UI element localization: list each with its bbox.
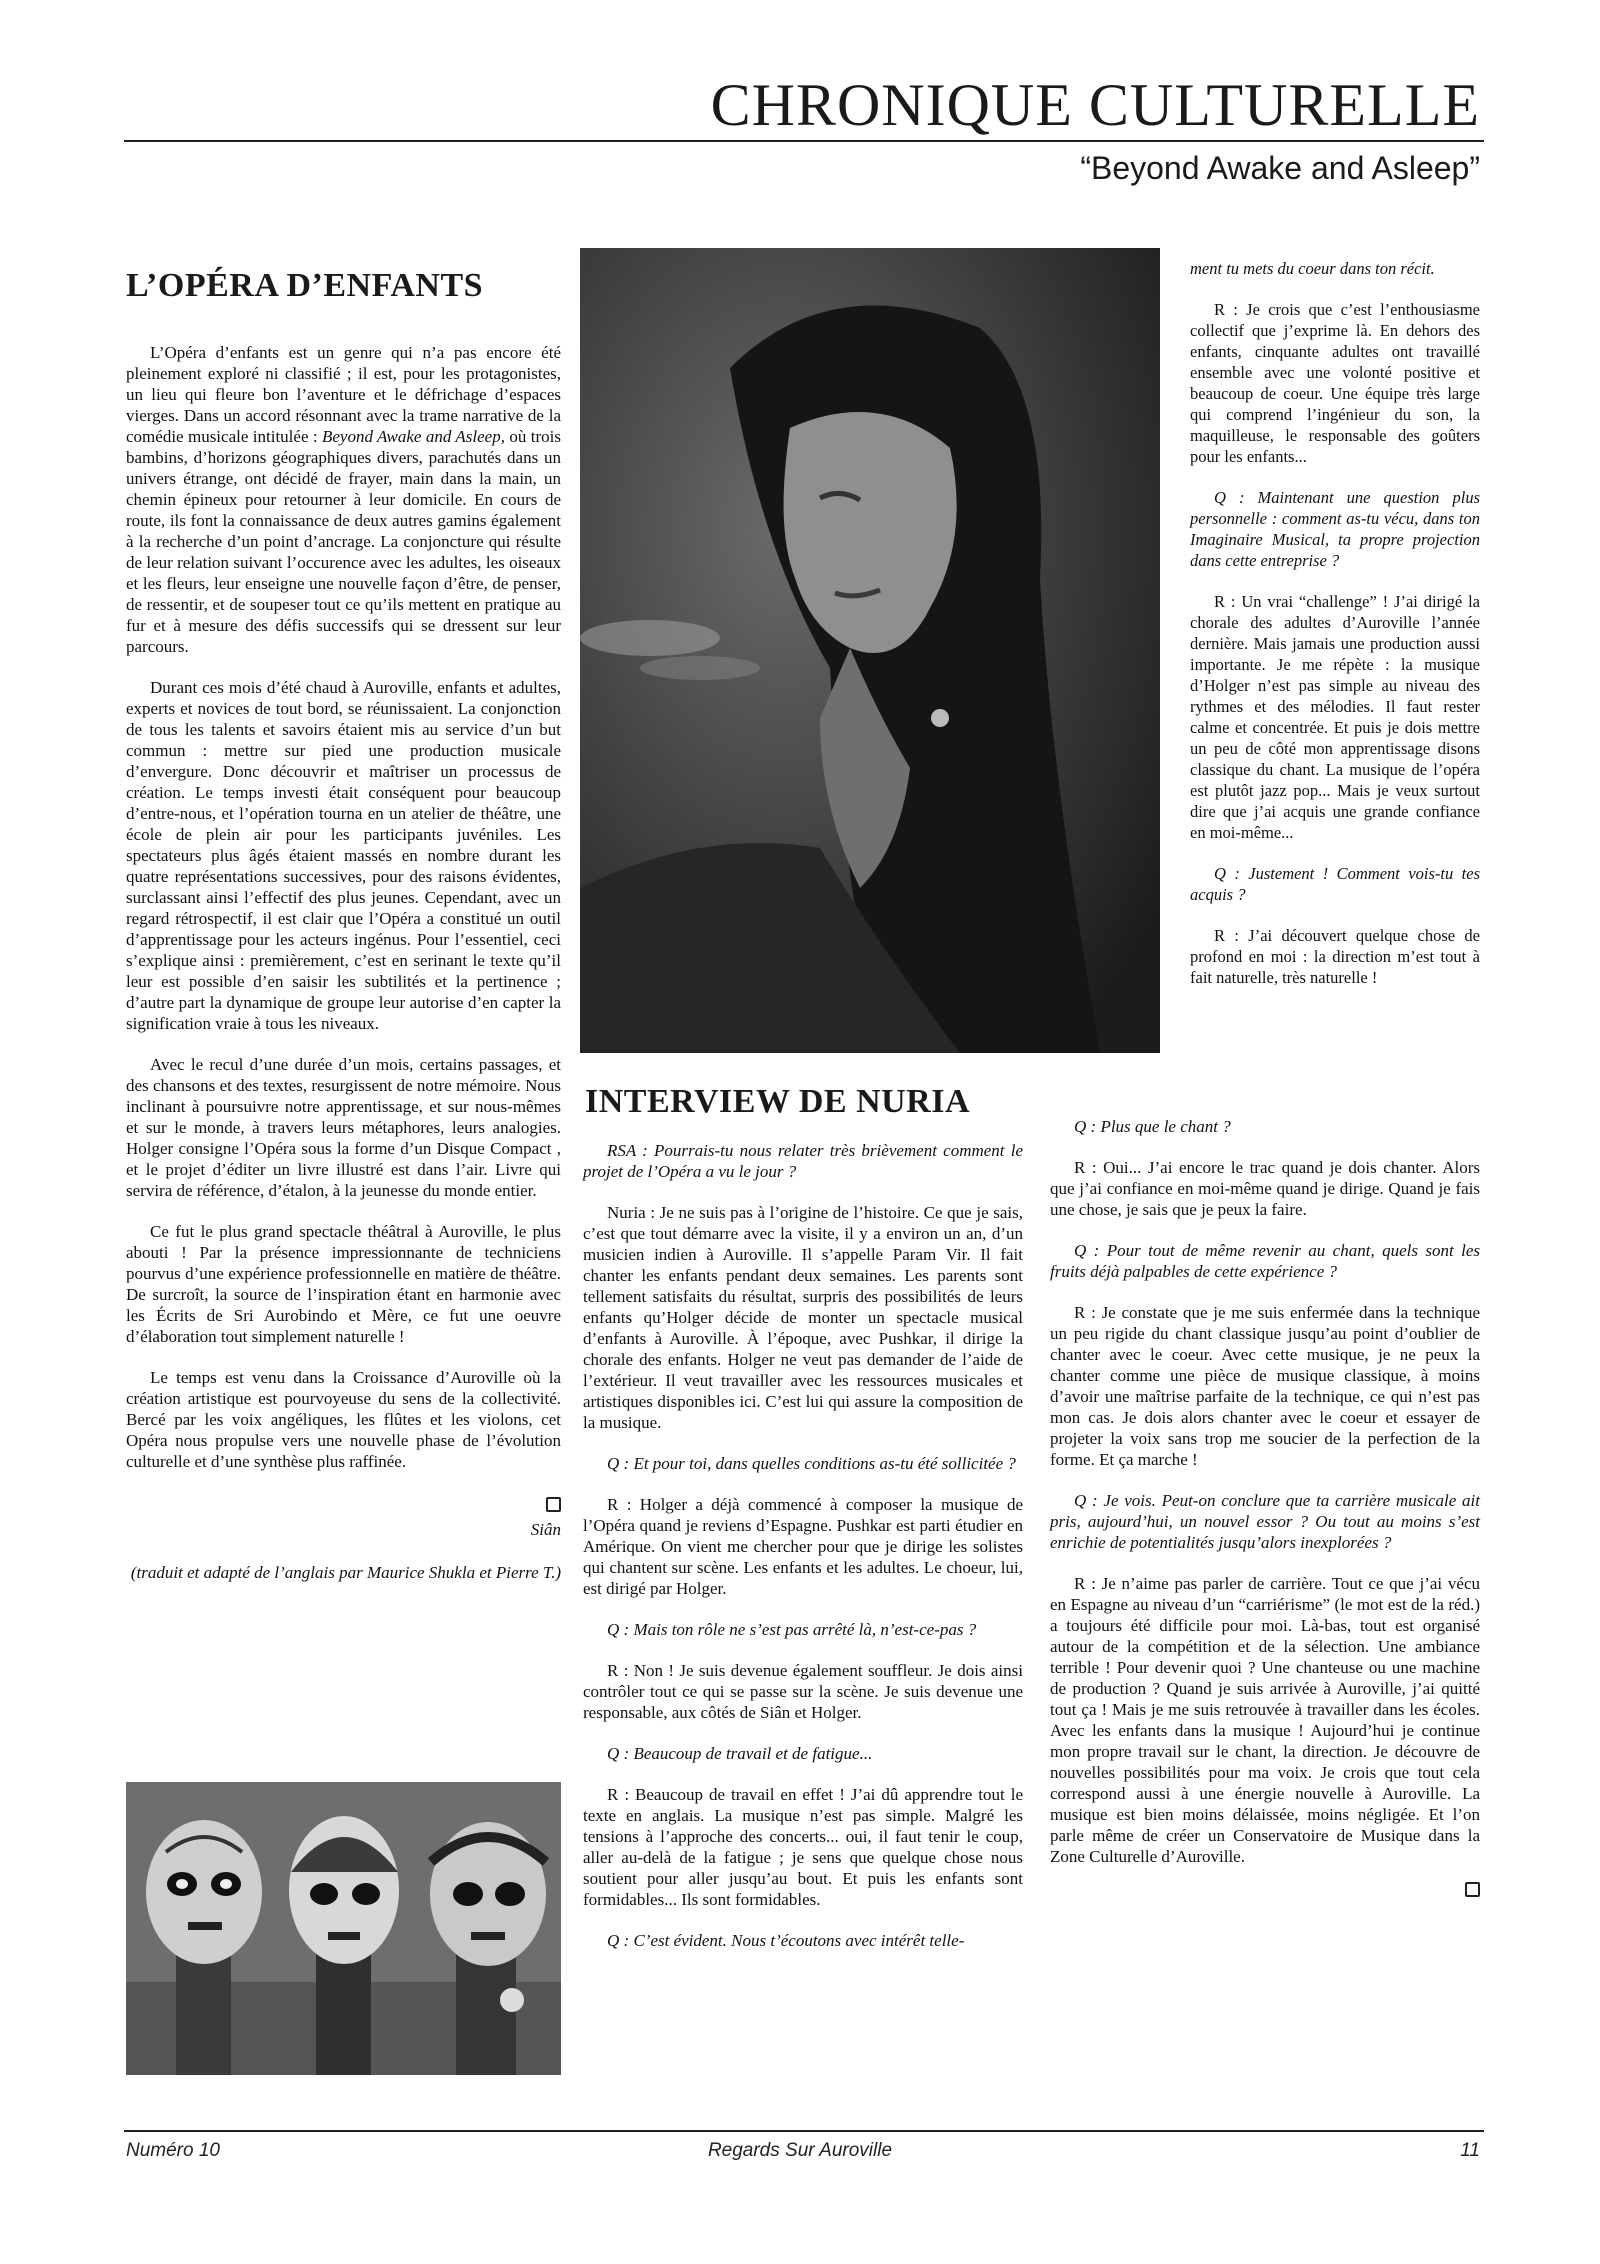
article-body-interview (583, 1140, 1023, 1971)
section-subtitle: “Beyond Awake and Asleep” (1080, 150, 1480, 186)
answer: R : Beaucoup de travail en effet ! J’ai dû apprendre tout le texte en anglais. La musique n’est pas simple. Malgré les tensions à l’approche des concerts... oui, il faut tenir le coup, aller au-delà de la fatigue ; je sens que quelque chose nous soutient pour aller jusqu’au bout. Et puis les enfants sont formidables... Ils sont formidables. (583, 1785, 1023, 1909)
paragraph: L’Opéra d’enfants est un genre qui n’a pas encore été pleinement exploré ni classifié ; il est, pour les protagonistes, un lieu qui fleure bon l’aventure et le défrichage d’espaces vierges. Dans un accord résonnant avec la trame narrative de la comédie musicale intitulée : Beyond Awake and Asleep, où trois bambins, d’horizons géographiques divers, parachutés dans un univers étrange, ont décidé de frayer, main dans la main, un chemin épineux pour retourner à leur domicile. En cours de route, ils font la connaissance de deux autres gamins également à la recherche d’un point d’ancrage. La conjoncture qui résulte de leur relation suivant l’occurence avec les adultes, les oiseaux et les fleurs, leur enseigne une nouvelle façon d’être, de penser, de ressentir, et de soupeser tout ce qu’ils mettent en pratique au fur et à mesure des défis successifs qui se dressent sur leur parcours. (126, 343, 561, 656)
signature: Siân (530, 1520, 561, 1539)
answer: R : Je crois que c’est l’enthousiasme collectif que j’exprime là. En dehors des enfants, cinquante adultes ont travaillé ensemble avec une volonté positive et beaucoup de coeur. Une équipe très large qui comprend l’ingénieur du son, la maquilleuse, le responsable des goûters pour les enfants... (1190, 300, 1480, 466)
article-headline-interview: INTERVIEW DE NURIA (585, 1083, 971, 1120)
answer: R : Oui... J’ai encore le trac quand je dois chanter. Alors que j’ai confiance en moi-même quand je dirige. Quand je fais une chose, je sais que je peux la faire. (1050, 1158, 1480, 1219)
masks-illustration (126, 1782, 561, 2075)
section-title: CHRONIQUE CULTURELLE (710, 72, 1480, 138)
question: Q : Et pour toi, dans quelles conditions as-tu été sollicitée ? (607, 1454, 1016, 1473)
question: Q : Plus que le chant ? (1074, 1117, 1231, 1136)
article-body-interview-lower-right (1050, 1116, 1480, 1904)
question: Q : Justement ! Comment vois-tu tes acquis ? (1190, 864, 1480, 904)
paragraph: Durant ces mois d’été chaud à Auroville, enfants et adultes, experts et novices de tout bord, se réunissaient. La conjonction de tous les talents et savoirs étaient mis au service d’un but commun : mettre sur pied une production musicale d’envergure. Donc découvrir et maîtriser un processus de création. Le temps investi était conséquent pour beaucoup d’entre-nous, et l’opération tourna en un atelier de théâtre, une école de plein air pour les participants juvéniles. Les spectateurs plus âgés étaient massés en nombre durant les quatre représentations successives, pour des raisons évidentes, surclassant ainsi l’effectif des plus jeunes. Cependant, avec un regard rétrospectif, il est clair que l’Opéra a constitué un outil d’apprentissage pour les acteurs ingénus. Pour l’essentiel, ceci s’explique ainsi : premièrement, c’est en serinant le texte qu’il leur est possible d’en saisir les subtilités et la pertinence ; d’autre part la dynamique de groupe leur autorise d’en capter la signification vraie à tous les niveaux. (126, 678, 561, 1033)
answer: Nuria : Je ne suis pas à l’origine de l’histoire. Ce que je sais, c’est que tout démarre avec la visite, il y a environ un an, d’un musicien indien à Auroville. Il s’appelle Param Vir. Il fait chanter les enfants pendant deux semaines. Les parents sont tellement satisfaits du résultat, surpris des possibilités de leurs enfants qu’Holger décide de monter un spectacle musical d’enfants à Auroville. À l’époque, avec Pushkar, il dirige la chorale des enfants. Holger ne veut pas demander de l’aide de l’extérieur. Il veut travailler avec les ressources musicales et artistiques disponibles ici. C’est lui qui assure la composition de la musique. (583, 1203, 1023, 1432)
page-number: 11 (1460, 2140, 1480, 2161)
paragraph: Ce fut le plus grand spectacle théâtral à Auroville, le plus abouti ! Par la présence impressionnante de techniciens pourvus d’une expérience professionnelle en matière de théâtre. De surcroît, la source de l’inspiration étant en harmonie avec les Écrits de Sri Aurobindo et Mère, ce fut une oeuvre d’élaboration tout simplement naturelle ! (126, 1222, 561, 1346)
answer: R : Un vrai “challenge” ! J’ai dirigé la chorale des adultes d’Auroville l’année dernière. Mais jamais une production aussi importante. Je me répète : la musique d’Holger n’est pas simple au niveau des rythmes et des mélodies. Il faut rester calme et concentrée. Et puis je dois mettre un peu de côté mon apprentissage disons classique du chant. La musique de l’opéra est plutôt jazz pop... Mais je veux surtout dire que j’ai acquis une grande confiance en moi-même... (1190, 592, 1480, 842)
question: RSA : Pourrais-tu nous relater très brièvement comment le projet de l’Opéra a vu le jour ? (583, 1141, 1023, 1181)
question-continued: ment tu mets du coeur dans ton récit. (1190, 259, 1435, 278)
footer-rule (124, 2130, 1484, 2132)
answer: R : Je n’aime pas parler de carrière. Tout ce que j’ai vécu en Espagne au niveau d’un “carriérisme” (le mot est de la réd.) a toujours été difficile pour moi. Là-bas, tout est organisé autour de la compétition et de la sélection. Une ambiance terrible ! Pour devenir quoi ? Une chanteuse ou une machine de production ? Quand je suis arrivée à Auroville, j’ai quitté tout ça ! Mais je me suis retrouvée à travailler dans les écoles. Avec les enfants dans la musique ! Aujourd’hui je continue mon propre travail sur le chant, la direction. Je découvre de nouvelles possibilités pour ma voix. Je crois que tout cela correspond aussi à une énergie nouvelle à Auroville. La musique est bien moins délaissée, moins négligée. Et l’on parle même de créer un Conservatoire de Musique dans la Zone Culturelle d’Auroville. (1050, 1574, 1480, 1866)
question: Q : Maintenant une question plus personnelle : comment as-tu vécu, dans ton Imaginaire Musical, ta propre projection dans cette entreprise ? (1190, 488, 1480, 570)
end-box-icon (1465, 1882, 1480, 1897)
header-rule (124, 140, 1484, 142)
article-body-interview-upper-right (1190, 258, 1480, 1008)
end-mark (1050, 1877, 1480, 1898)
answer: R : Je constate que je me suis enfermée dans la technique un peu rigide du chant classique jusqu’au point d’oublier de chanter avec le coeur. Avec cette musique, je ne peux la chanter comme une pièce de musique classique, à moins d’avoir une maîtrise parfaite de la technique, ce qui n’est pas mon cas. Je dois alors chanter avec le coeur et essayer de projeter la voix sans trop me soucier de la perfection de la forme. Et ça marche ! (1050, 1303, 1480, 1469)
photo-masks (126, 1782, 561, 2075)
article-body-opera (126, 342, 561, 1603)
end-box-icon (546, 1497, 561, 1512)
question: Q : Beaucoup de travail et de fatigue... (607, 1744, 873, 1763)
paragraph: Le temps est venu dans la Croissance d’Auroville où la création artistique est pourvoyeuse du sens de la collectivité. Bercé par les voix angéliques, les flûtes et les violons, cet Opéra nous propulse vers une nouvelle phase de l’évolution culturelle et d’une synthèse plus raffinée. (126, 1368, 561, 1471)
answer: R : Holger a déjà commencé à composer la musique de l’Opéra quand je reviens d’Espagne. Pushkar est parti étudier en Amérique. On vient me chercher pour que je dirige les solistes qui chantent sur scène. Les enfants et les adultes. Le choeur, lui, est dirigé par Holger. (583, 1495, 1023, 1598)
answer: R : Non ! Je suis devenue également souffleur. Je dois ainsi contrôler tout ce qui se passe sur la scène. Je suis devenue une responsable, aux côtés de Siân et Holger. (583, 1661, 1023, 1722)
article-headline-opera: L’OPÉRA D’ENFANTS (126, 267, 484, 304)
paragraph: Avec le recul d’une durée d’un mois, certains passages, et des chansons et des textes, resurgissent de notre mémoire. Nous inclinant à poursuivre notre apprentissage, et sur nous-mêmes et sur le monde, à travers leurs métaphores, leurs analogies. Holger consigne l’Opéra sous la forme d’un Disque Compact , et le projet d’éditer un livre illustré est dans l’air. Livre qui servira de référence, d’étalon, à la jeunesse du monde entier. (126, 1055, 561, 1200)
answer: R : J’ai découvert quelque chose de profond en moi : la direction m’est tout à fait naturelle, très naturelle ! (1190, 926, 1480, 987)
portrait-photo (580, 248, 1160, 1053)
end-mark (126, 1492, 561, 1513)
portrait-illustration (580, 248, 1160, 1053)
question: Q : Mais ton rôle ne s’est pas arrêté là, n’est-ce-pas ? (607, 1620, 977, 1639)
issue-number: Numéro 10 (126, 2140, 220, 2161)
question: Q : C’est évident. Nous t’écoutons avec intérêt telle- (607, 1931, 965, 1950)
magazine-name: Regards Sur Auroville (707, 2140, 893, 2161)
question: Q : Je vois. Peut-on conclure que ta carrière musicale ait pris, aujourd’hui, un nouvel essor ? Ou tout au moins s’est enrichie de potentialités jusqu’alors inexplorées ? (1050, 1491, 1480, 1552)
translation-credit: (traduit et adapté de l’anglais par Maurice Shukla et Pierre T.) (130, 1563, 561, 1582)
question: Q : Pour tout de même revenir au chant, quels sont les fruits déjà palpables de cette expérience ? (1050, 1241, 1480, 1281)
